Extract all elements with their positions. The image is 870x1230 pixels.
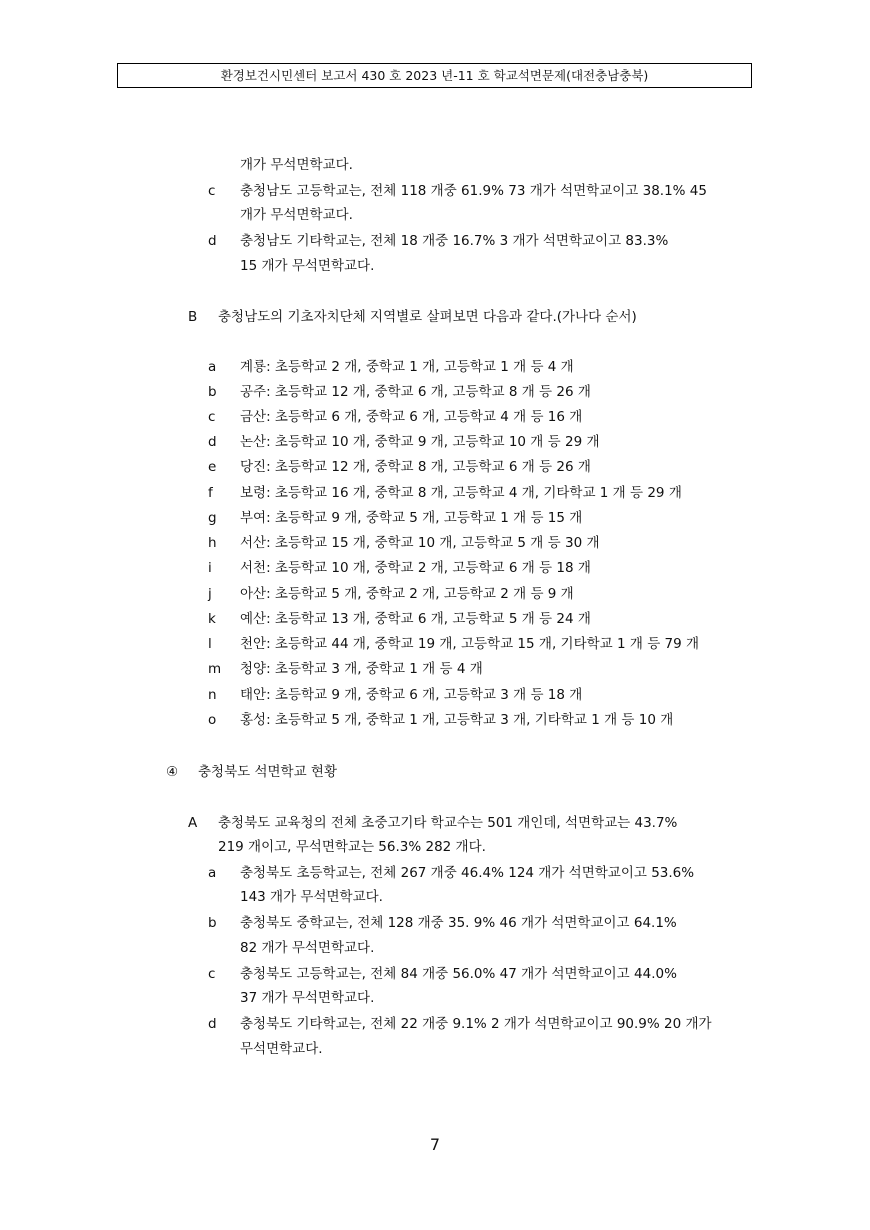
list-marker: k [208, 611, 216, 627]
list-marker: j [208, 586, 212, 602]
region-item: 예산: 초등학교 13 개, 중학교 6 개, 고등학교 5 개 등 24 개 [240, 611, 591, 627]
list-marker: a [208, 865, 217, 881]
section-marker: A [188, 815, 198, 831]
section-number-marker: ④ [166, 764, 179, 780]
list-marker: o [208, 712, 217, 728]
chungbuk-summary-cont: 219 개이고, 무석면학교는 56.3% 282 개다. [218, 839, 486, 855]
list-item-text: 충청남도 고등학교는, 전체 118 개중 61.9% 73 개가 석면학교이고 38.1% 45 [240, 183, 707, 199]
list-item-text-cont: 37 개가 무석면학교다. [240, 990, 375, 1006]
list-marker: c [208, 409, 216, 425]
region-item: 서산: 초등학교 15 개, 중학교 10 개, 고등학교 5 개 등 30 개 [240, 535, 600, 551]
list-item-text: 충청북도 중학교는, 전체 128 개중 35. 9% 46 개가 석면학교이고 64.1% [240, 915, 677, 931]
region-item: 홍성: 초등학교 5 개, 중학교 1 개, 고등학교 3 개, 기타학교 1 개 등 10 개 [240, 712, 674, 728]
region-item: 아산: 초등학교 5 개, 중학교 2 개, 고등학교 2 개 등 9 개 [240, 586, 574, 602]
list-marker: h [208, 535, 217, 551]
list-item-text-cont: 무석면학교다. [240, 1041, 323, 1057]
list-marker: f [208, 485, 213, 501]
list-marker: m [208, 661, 222, 677]
list-marker: d [208, 233, 217, 249]
region-item: 당진: 초등학교 12 개, 중학교 8 개, 고등학교 6 개 등 26 개 [240, 459, 591, 475]
list-marker: n [208, 687, 217, 703]
list-marker: b [208, 384, 217, 400]
list-item-text-cont: 15 개가 무석면학교다. [240, 258, 375, 274]
list-item-text-cont: 143 개가 무석면학교다. [240, 889, 383, 905]
list-marker: c [208, 966, 216, 982]
list-marker: g [208, 510, 217, 526]
list-marker: b [208, 915, 217, 931]
region-item: 논산: 초등학교 10 개, 중학교 9 개, 고등학교 10 개 등 29 개 [240, 434, 600, 450]
region-item: 청양: 초등학교 3 개, 중학교 1 개 등 4 개 [240, 661, 483, 677]
list-item-text: 충청북도 초등학교는, 전체 267 개중 46.4% 124 개가 석면학교이고 53.6% [240, 865, 695, 881]
chungbuk-summary: 충청북도 교육청의 전체 초중고기타 학교수는 501 개인데, 석면학교는 43.7% [218, 815, 678, 831]
list-marker: a [208, 359, 217, 375]
region-item: 공주: 초등학교 12 개, 중학교 6 개, 고등학교 8 개 등 26 개 [240, 384, 591, 400]
list-item-text: 충청북도 고등학교는, 전체 84 개중 56.0% 47 개가 석면학교이고 44.0% [240, 966, 677, 982]
section-marker: B [188, 309, 198, 325]
list-marker: c [208, 183, 216, 199]
list-item-text: 충청남도 기타학교는, 전체 18 개중 16.7% 3 개가 석면학교이고 83.3% [240, 233, 669, 249]
list-item-text-cont: 개가 무석면학교다. [240, 207, 353, 223]
list-marker: d [208, 434, 217, 450]
region-item: 태안: 초등학교 9 개, 중학교 6 개, 고등학교 3 개 등 18 개 [240, 687, 583, 703]
region-item: 보령: 초등학교 16 개, 중학교 8 개, 고등학교 4 개, 기타학교 1 개 등 29 개 [240, 485, 682, 501]
list-item-text: 충청북도 기타학교는, 전체 22 개중 9.1% 2 개가 석면학교이고 90.9% 20 개가 [240, 1016, 712, 1032]
page-number: 7 [429, 1135, 441, 1154]
list-marker: l [208, 636, 212, 652]
section-4-heading: 충청북도 석면학교 현황 [198, 764, 337, 780]
region-item: 서천: 초등학교 10 개, 중학교 2 개, 고등학교 6 개 등 18 개 [240, 560, 591, 576]
page-header: 환경보건시민센터 보고서 430 호 2023 년-11 호 학교석면문제(대전충남충북) [117, 63, 752, 88]
section-b-heading: 충청남도의 기초자치단체 지역별로 살펴보면 다음과 같다.(가나다 순서) [218, 309, 637, 325]
region-item: 계룡: 초등학교 2 개, 중학교 1 개, 고등학교 1 개 등 4 개 [240, 359, 574, 375]
continuation-text: 개가 무석면학교다. [240, 157, 353, 173]
list-marker: i [208, 560, 212, 576]
region-item: 부여: 초등학교 9 개, 중학교 5 개, 고등학교 1 개 등 15 개 [240, 510, 583, 526]
region-item: 천안: 초등학교 44 개, 중학교 19 개, 고등학교 15 개, 기타학교 1 개 등 79 개 [240, 636, 700, 652]
list-marker: d [208, 1016, 217, 1032]
list-marker: e [208, 459, 217, 475]
list-item-text-cont: 82 개가 무석면학교다. [240, 940, 375, 956]
region-item: 금산: 초등학교 6 개, 중학교 6 개, 고등학교 4 개 등 16 개 [240, 409, 583, 425]
